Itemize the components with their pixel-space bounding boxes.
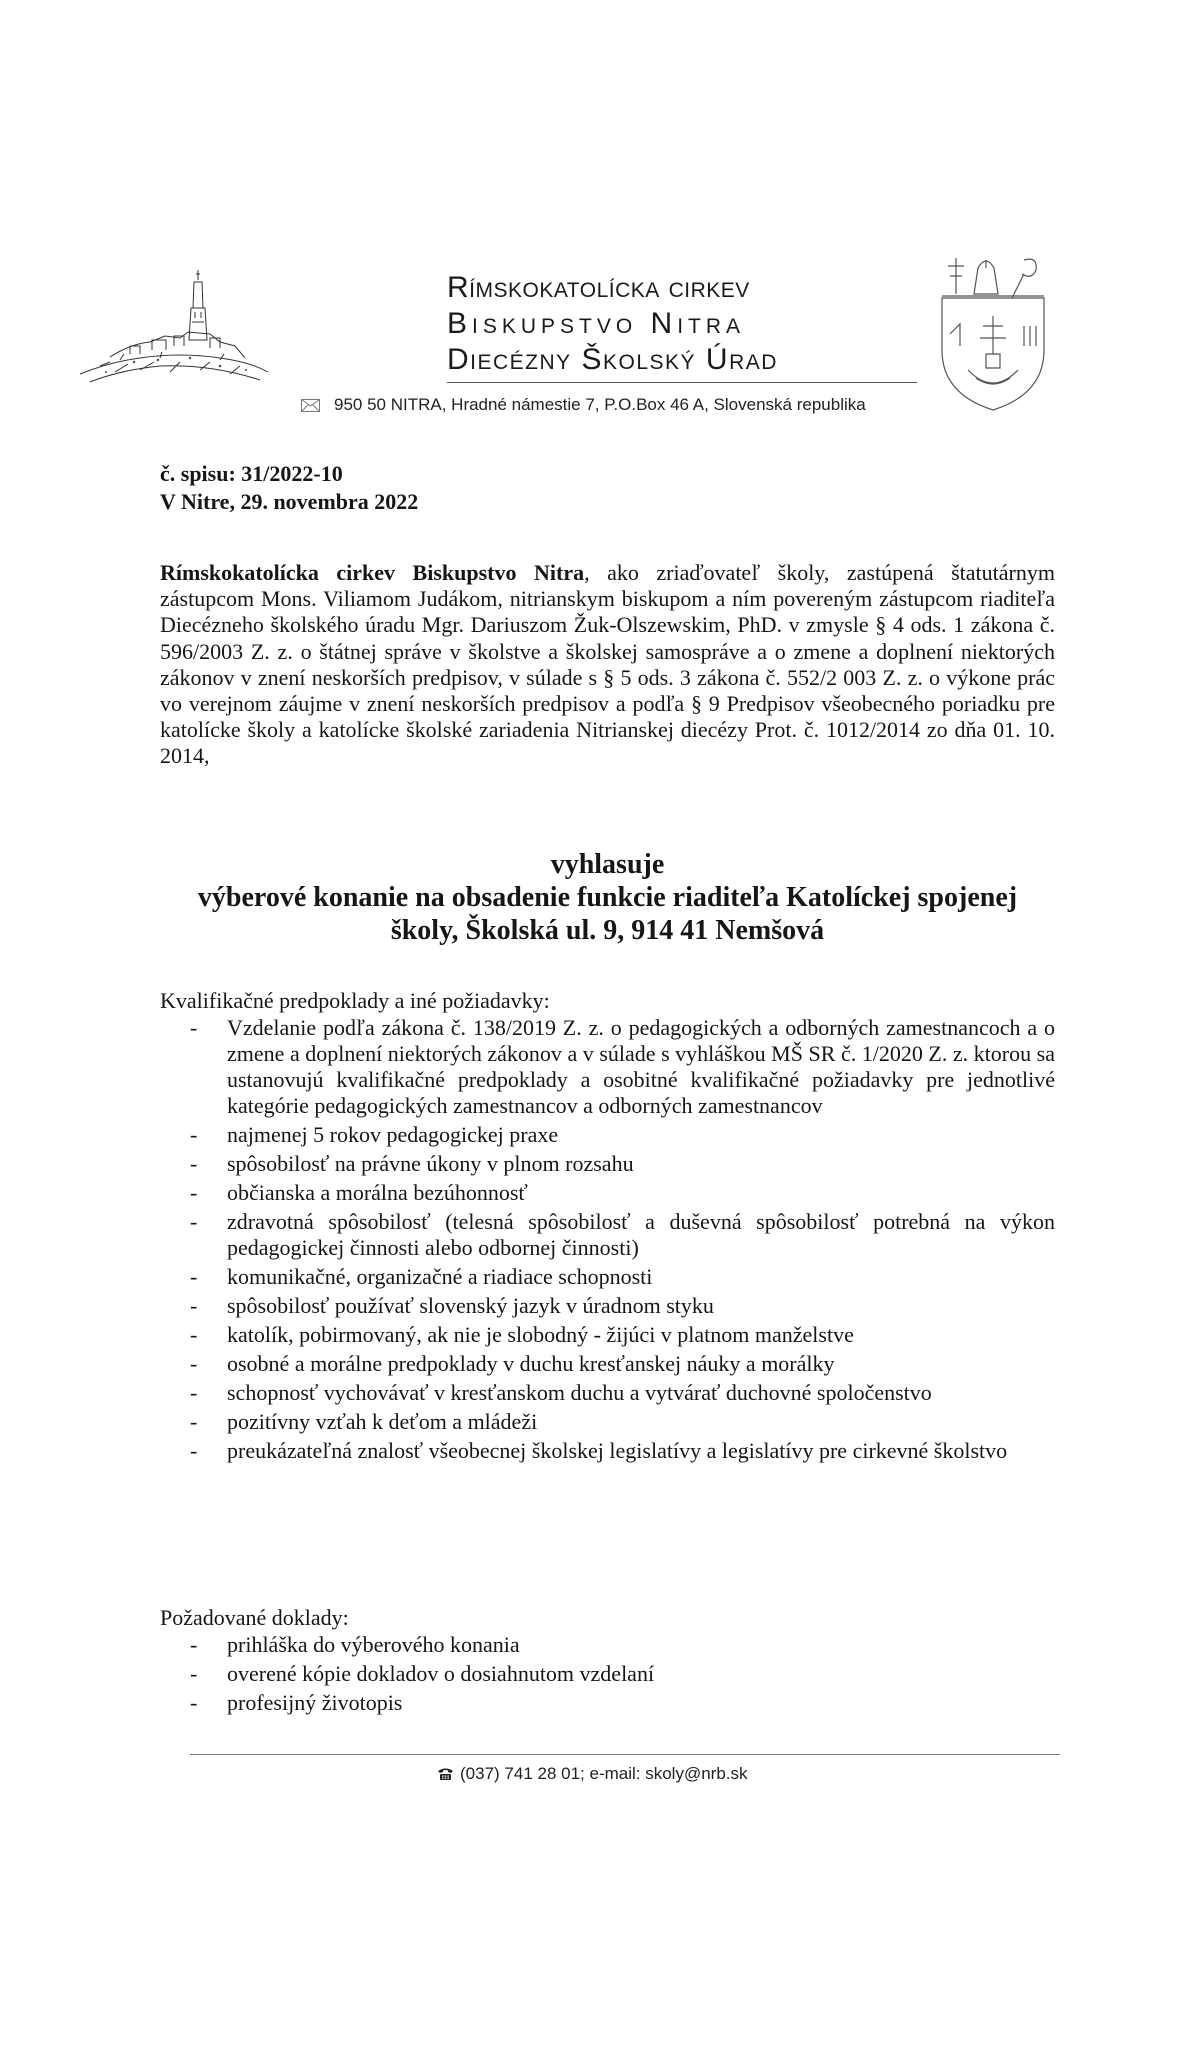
list-item: - profesijný životopis bbox=[190, 1690, 403, 1715]
requirements-label: Kvalifikačné predpoklady a iné požiadavky: bbox=[160, 988, 550, 1013]
list-item: - schopnosť vychovávať v kresťanskom duchu a vytvárať duchovné spoločenstvo bbox=[190, 1380, 932, 1405]
heading-line-2: výberové konanie na obsadenie funkcie riaditeľa Katolíckej spojenej bbox=[197, 882, 1018, 913]
envelope-icon bbox=[301, 399, 320, 412]
letterhead-divider bbox=[447, 382, 917, 383]
date-line: V Nitre, 29. novembra 2022 bbox=[160, 489, 419, 514]
footer-contact bbox=[437, 1764, 748, 1784]
org-line-school-office: Diecézny Školský Úrad bbox=[447, 343, 778, 376]
list-item: - preukázateľná znalosť všeobecnej školskej legislatívy a legislatívy pre cirkevné školstvo bbox=[190, 1438, 1008, 1463]
intro-paragraph bbox=[160, 560, 1055, 770]
address-line bbox=[301, 395, 866, 415]
documents-label: Požadované doklady: bbox=[160, 1605, 349, 1630]
heading-line-1: vyhlasuje bbox=[550, 849, 665, 880]
contact-text: (037) 741 28 01; e-mail: skoly@nrb.sk bbox=[460, 1764, 748, 1783]
castle-logo-icon bbox=[70, 262, 270, 392]
organization-name bbox=[447, 270, 778, 378]
list-item: - zdravotná spôsobilosť (telesná spôsobilosť a duševná spôsobilosť potrebná na výkon pedagogickej činnosti alebo odbornej činnosti) bbox=[190, 1209, 1055, 1260]
list-item: - overené kópie dokladov o dosiahnutom vzdelaní bbox=[190, 1661, 655, 1686]
coat-of-arms-icon bbox=[928, 254, 1058, 414]
list-item: - spôsobilosť používať slovenský jazyk v úradnom styku bbox=[190, 1293, 714, 1318]
address-text: 950 50 NITRA, Hradné námestie 7, P.O.Box 46 A, Slovenská republika bbox=[334, 395, 866, 414]
list-item: - občianska a morálna bezúhonnosť bbox=[190, 1180, 528, 1205]
list-item: - najmenej 5 rokov pedagogickej praxe bbox=[190, 1122, 559, 1147]
documents-list bbox=[160, 1632, 1055, 1719]
list-item: - spôsobilosť na právne úkony v plnom rozsahu bbox=[190, 1151, 634, 1176]
footer-divider bbox=[190, 1754, 1060, 1755]
list-item: - osobné a morálne predpoklady v duchu kresťanskej náuky a morálky bbox=[190, 1351, 835, 1376]
list-item: - katolík, pobirmovaný, ak nie je slobodný - žijúci v platnom manželstve bbox=[190, 1322, 854, 1347]
intro-bold-lead: Rímskokatolícka cirkev Biskupstvo Nitra bbox=[160, 560, 585, 585]
requirements-list bbox=[160, 1015, 1055, 1467]
list-item: - pozitívny vzťah k deťom a mládeži bbox=[190, 1409, 538, 1434]
org-line-church: Rímskokatolícka cirkev bbox=[447, 271, 750, 304]
heading-line-3: školy, Školská ul. 9, 914 41 Nemšová bbox=[390, 915, 825, 946]
list-item: - prihláška do výberového konania bbox=[190, 1632, 520, 1657]
announcement-heading bbox=[160, 848, 1055, 947]
org-line-bishopric: Biskupstvo Nitra bbox=[447, 307, 746, 340]
list-item: - komunikačné, organizačné a riadiace schopnosti bbox=[190, 1264, 653, 1289]
list-item: - Vzdelanie podľa zákona č. 138/2019 Z. z. o pedagogických a odborných zamestnancoch a o zmene a doplnení niektorých zákonov a v súlade s vyhláškou MŠ SR č. 1/2020 Z. z. ktorou sa ustanovujú kvalifikačné predpoklady a osobitné kvalifikačné požiadavky pre jednotlivé kategórie pedagogických zamestnancov a odborných zamestnancov bbox=[190, 1015, 1055, 1118]
document-meta bbox=[160, 460, 418, 516]
intro-text: , ako zriaďovateľ školy, zastúpená štatutárnym zástupcom Mons. Viliamom Judákom, nitrianskym biskupom a ním povereným zástupcom riaditeľa Diecézneho školského úradu Mgr. Dariuszom Žuk-Olszewskim, PhD. v zmysle § 4 ods. 1 zákona č. 596/2003 Z. z. o štátnej správe v školstve a školskej samospráve a o zmene a doplnení niektorých zákonov v znení neskorších predpisov, v súlade s § 5 ods. 3 zákona č. 552/2 003 Z. z. o výkone prác vo verejnom záujme v znení neskorších predpisov a podľa § 9 Predpisov všeobecného poriadku pre katolícke školy a katolícke školské zariadenia Nitrianskej diecézy Prot. č. 1012/2014 zo dňa 01. 10. 2014, bbox=[160, 560, 1055, 769]
phone-icon bbox=[437, 1767, 454, 1781]
file-number: č. spisu: 31/2022-10 bbox=[160, 461, 343, 486]
